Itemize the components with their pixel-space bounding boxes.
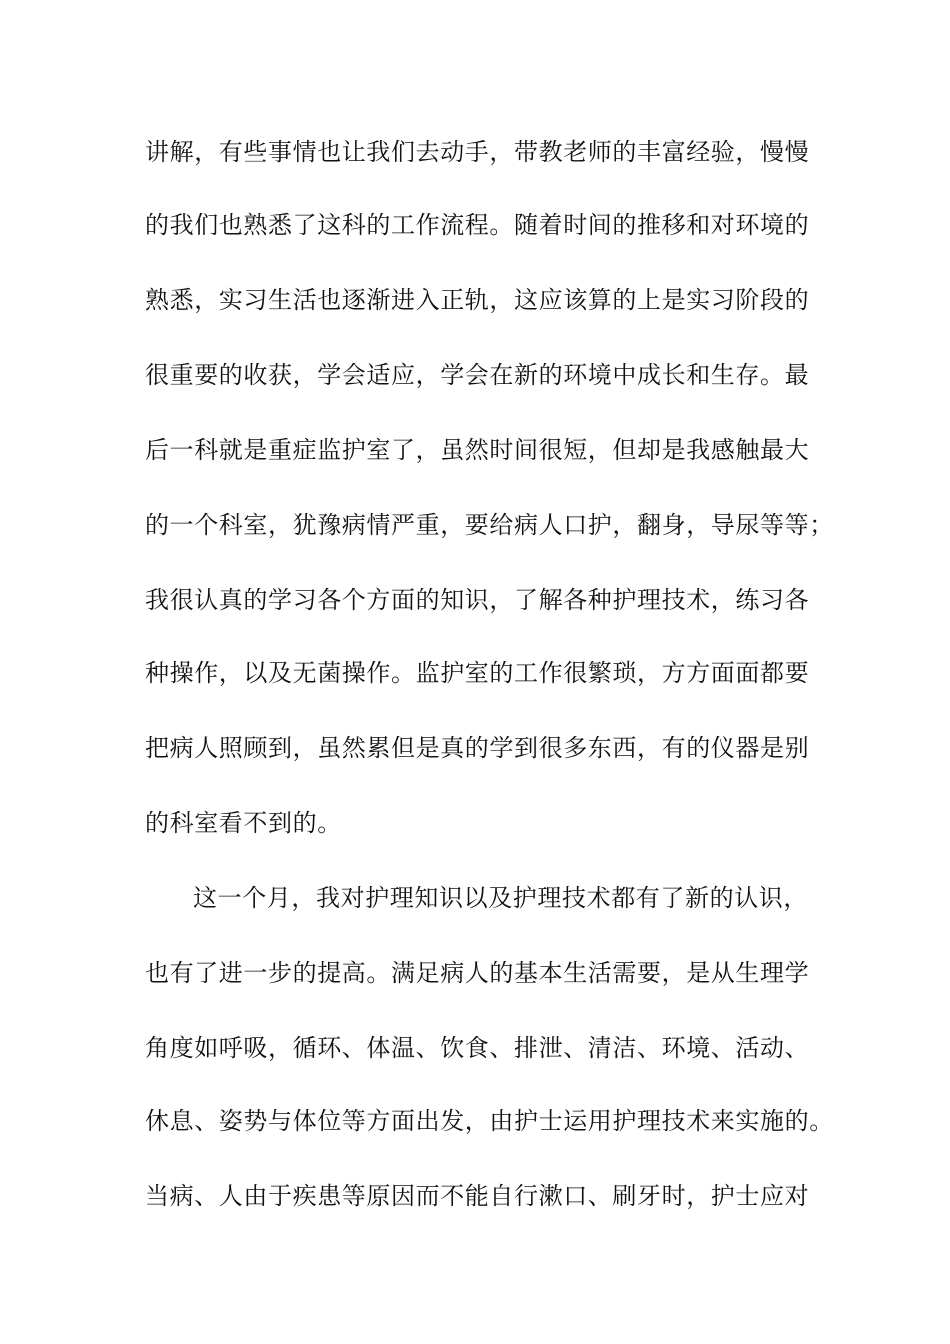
- text-line-3: 熟悉，实习生活也逐渐进入正轨，这应该算的上是实习阶段的: [145, 286, 810, 314]
- text-line-15: 当病、人由于疾患等原因而不能自行漱口、刷牙时，护士应对: [145, 1182, 810, 1210]
- text-line-8: 种操作，以及无菌操作。监护室的工作很繁琐，方方面面都要: [145, 659, 810, 687]
- text-line-1: 讲解，有些事情也让我们去动手，带教老师的丰富经验，慢慢: [145, 138, 810, 166]
- text-line-5: 后一科就是重症监护室了，虽然时间很短，但却是我感触最大: [145, 436, 810, 464]
- text-line-9: 把病人照顾到，虽然累但是真的学到很多东西，有的仪器是别: [145, 734, 810, 762]
- text-line-10: 的科室看不到的。: [145, 809, 342, 837]
- text-line-7: 我很认真的学习各个方面的知识，了解各种护理技术，练习各: [145, 586, 810, 614]
- text-line-12: 也有了进一步的提高。满足病人的基本生活需要，是从生理学: [145, 959, 810, 987]
- text-line-13: 角度如呼吸，循环、体温、饮食、排泄、清洁、环境、活动、: [145, 1034, 810, 1062]
- text-line-14: 休息、姿势与体位等方面出发，由护士运用护理技术来实施的。: [145, 1107, 834, 1135]
- text-line-6: 的一个科室，犹豫病情严重，要给病人口护，翻身，导尿等等；: [145, 511, 834, 539]
- text-line-2: 的我们也熟悉了这科的工作流程。随着时间的推移和对环境的: [145, 211, 810, 239]
- text-line-4: 很重要的收获，学会适应，学会在新的环境中成长和生存。最: [145, 361, 810, 389]
- paragraph-start-line: 这一个月，我对护理知识以及护理技术都有了新的认识，: [193, 884, 808, 912]
